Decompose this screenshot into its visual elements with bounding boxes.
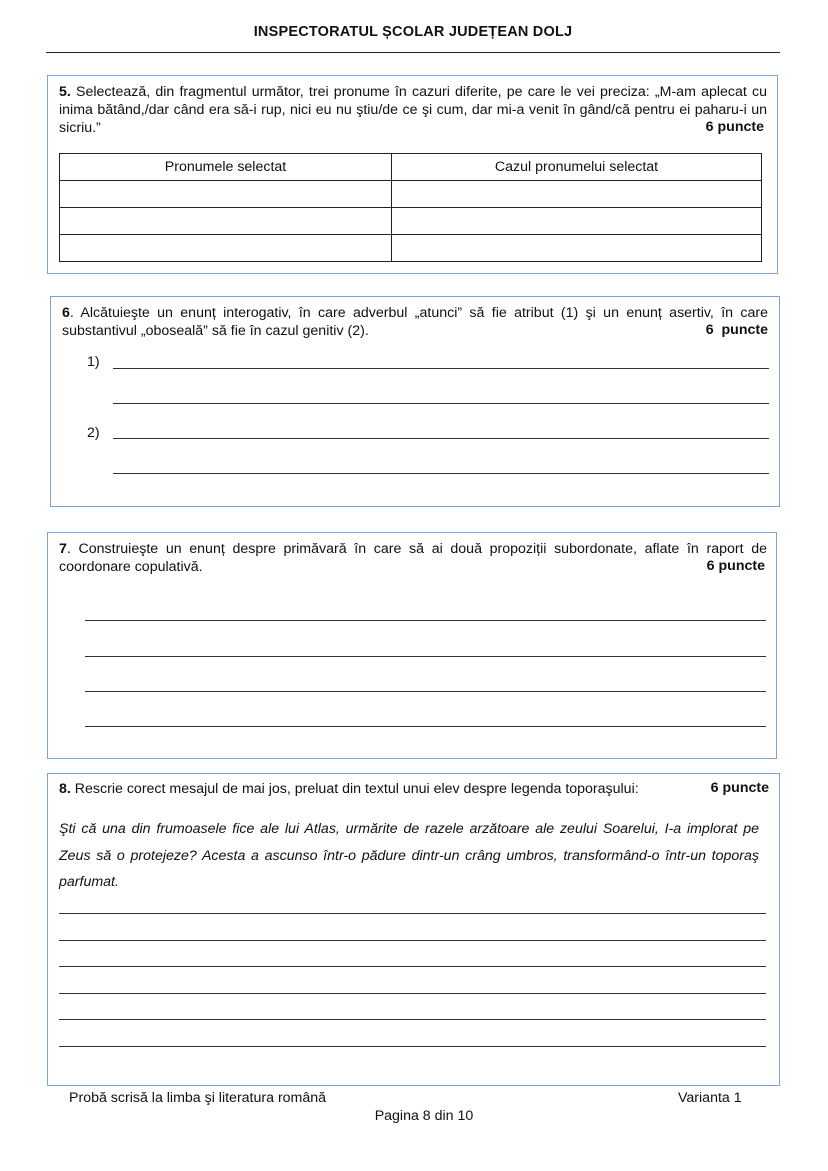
answer-line[interactable] [59, 1019, 766, 1020]
table-header-row [60, 154, 762, 181]
answer-line[interactable] [85, 691, 766, 692]
question-8-number: 8. [59, 781, 71, 797]
question-7-text [59, 540, 767, 576]
answer-cell[interactable] [392, 235, 762, 262]
question-7-prompt: . Construieşte un enunț despre primăvară în care să ai două propoziții subordonate, aflate în raport de coordonare copulativă. [59, 541, 767, 575]
answer-label-1: 1) [87, 354, 100, 370]
answer-cell[interactable] [60, 208, 392, 235]
table-row [60, 181, 762, 208]
answer-line[interactable] [59, 993, 766, 994]
question-6-number: 6 [62, 305, 70, 321]
answer-line[interactable] [113, 368, 769, 369]
header-title: INSPECTORATUL ȘCOLAR JUDEȚEAN DOLJ [253, 24, 573, 40]
question-6-text [62, 304, 768, 340]
answer-line[interactable] [113, 438, 769, 439]
answer-cell[interactable] [392, 181, 762, 208]
question-7-points: 6 puncte [706, 558, 765, 574]
table-row [60, 235, 762, 262]
footer-variant: Varianta 1 [678, 1090, 742, 1106]
answer-line[interactable] [59, 940, 766, 941]
answer-cell[interactable] [60, 235, 392, 262]
answer-line[interactable] [85, 620, 766, 621]
answer-line[interactable] [85, 656, 766, 657]
answer-line[interactable] [59, 913, 766, 914]
question-6-prompt: . Alcătuieşte un enunț interogativ, în care adverbul „atunci” să fie atribut (1) şi un enunț asertiv, în care substantivul „oboseală” să fie în cazul genitiv (2). [62, 305, 768, 339]
question-5-text [59, 83, 767, 137]
table-row [60, 208, 762, 235]
question-7-number: 7 [59, 541, 67, 557]
footer-page-number: Pagina 8 din 10 [374, 1108, 474, 1124]
column-header-case: Cazul pronumelui selectat [392, 154, 762, 181]
answer-line[interactable] [59, 1046, 766, 1047]
answer-cell[interactable] [392, 208, 762, 235]
answer-table [59, 153, 762, 262]
answer-line[interactable] [113, 473, 769, 474]
footer-exam-name: Probă scrisă la limba şi literatura română [69, 1090, 327, 1106]
question-8-message: Şti că una din frumoasele fice ale lui Atlas, urmărite de razele arzătoare ale zeului Soarelui, I-a implorat pe Zeus să o protejeze? Acesta a ascunso într-o pădure dintr-un crâng umbros, transformând-o într-un toporaş parfumat. [59, 821, 759, 890]
question-8-points: 6 puncte [710, 780, 769, 796]
answer-line[interactable] [113, 403, 769, 404]
answer-cell[interactable] [60, 181, 392, 208]
page-header [46, 20, 780, 53]
column-header-pronoun: Pronumele selectat [60, 154, 392, 181]
answer-line[interactable] [85, 726, 766, 727]
question-5-prompt: Selectează, din fragmentul următor, trei pronume în cazuri diferite, pe care le vei preciza: „M-am aplecat cu inima bătând,/dar când era să-i rup, nici eu nu ştiu/de ce şi cum, dar mi-a venit în gând/că pentru ei paharu-i un sicriu.” [59, 84, 767, 136]
question-5-number: 5. [59, 84, 71, 100]
question-5-points: 6 puncte [705, 119, 764, 135]
question-8-text [59, 780, 679, 798]
question-6-points: 6 puncte [705, 322, 768, 338]
question-8-prompt: Rescrie corect mesajul de mai jos, preluat din textul unui elev despre legenda toporaşului: [74, 781, 639, 797]
answer-label-2: 2) [87, 425, 100, 441]
answer-line[interactable] [59, 966, 766, 967]
